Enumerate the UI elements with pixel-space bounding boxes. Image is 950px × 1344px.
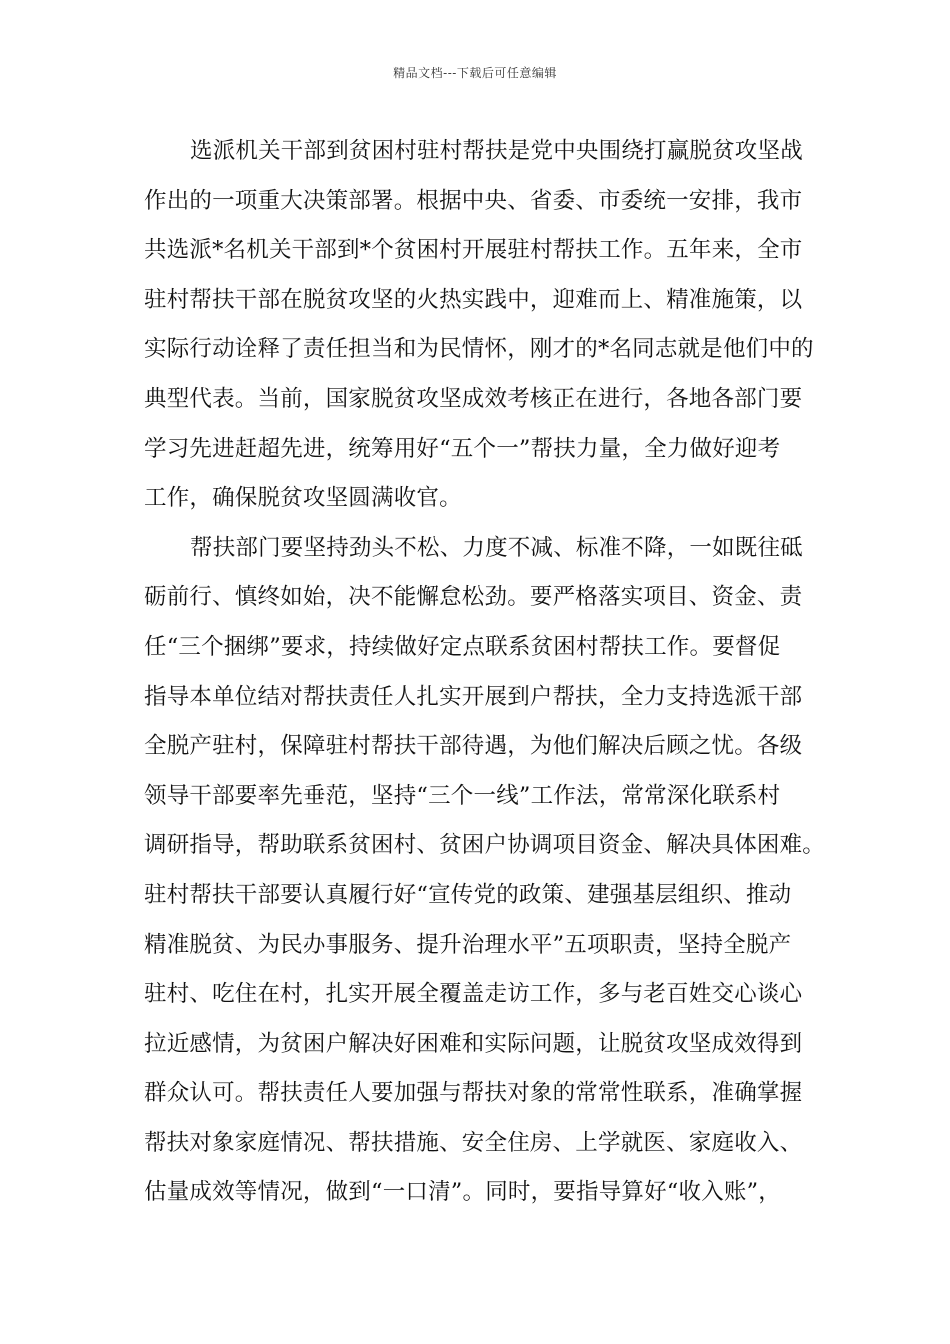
text-line: 帮扶部门要坚持劲头不松、力度不减、标准不降，一如既往砥: [190, 534, 803, 561]
text-line: 选派机关干部到贫困村驻村帮扶是党中央围绕打赢脱贫攻坚战: [190, 138, 803, 164]
text-line: 学习先进赶超先进，统筹用好“五个一”帮扶力量，全力做好迎考: [144, 435, 781, 462]
text-line: 驻村帮扶干部要认真履行好“宣传党的政策、建强基层组织、推动: [144, 881, 792, 908]
document-body: [144, 127, 824, 1218]
text-line: 估量成效等情况，做到“一口清”。同时，要指导算好“收入账”，: [144, 1179, 782, 1206]
text-line: 砺前行、慎终如始，决不能懈怠松劲。要严格落实项目、资金、责: [144, 584, 803, 611]
text-line: 指导本单位结对帮扶责任人扎实开展到户帮扶，全力支持选派干部: [144, 683, 803, 710]
text-line: 驻村帮扶干部在脱贫攻坚的火热实践中，迎难而上、精准施策，以: [144, 286, 803, 313]
text-line: 调研指导，帮助联系贫困村、贫困户协调项目资金、解决具体困难。: [144, 832, 826, 859]
text-line: 全脱产驻村，保障驻村帮扶干部待遇，为他们解决后顾之忧。各级: [144, 733, 803, 760]
text-line: 作出的一项重大决策部署。根据中央、省委、市委统一安排，我市: [144, 187, 803, 214]
text-line: 群众认可。帮扶责任人要加强与帮扶对象的常常性联系，准确掌握: [144, 1080, 803, 1107]
text-line: 驻村、吃住在村，扎实开展全覆盖走访工作，多与老百姓交心谈心: [144, 981, 803, 1008]
header-note: 精品文档---下载后可任意编辑: [393, 66, 557, 80]
text-line: 精准脱贫、为民办事服务、提升治理水平”五项职责，坚持全脱产: [144, 931, 792, 958]
text-line: 任“三个捆绑”要求，持续做好定点联系贫困村帮扶工作。要督促: [144, 633, 781, 660]
text-line: 典型代表。当前，国家脱贫攻坚成效考核正在进行，各地各部门要: [144, 385, 803, 412]
text-line: 工作，确保脱贫攻坚圆满收官。: [144, 485, 462, 512]
text-line: 帮扶对象家庭情况、帮扶措施、安全住房、上学就医、家庭收入、: [144, 1129, 803, 1156]
text-line: 领导干部要率先垂范，坚持“三个一线”工作法，常常深化联系村: [144, 782, 781, 809]
text-line: 拉近感情，为贫困户解决好困难和实际问题，让脱贫攻坚成效得到: [144, 1030, 803, 1057]
text-line: 实际行动诠释了责任担当和为民情怀，刚才的*名同志就是他们中的: [144, 336, 814, 363]
text-line: 共选派*名机关干部到*个贫困村开展驻村帮扶工作。五年来，全市: [144, 237, 803, 264]
